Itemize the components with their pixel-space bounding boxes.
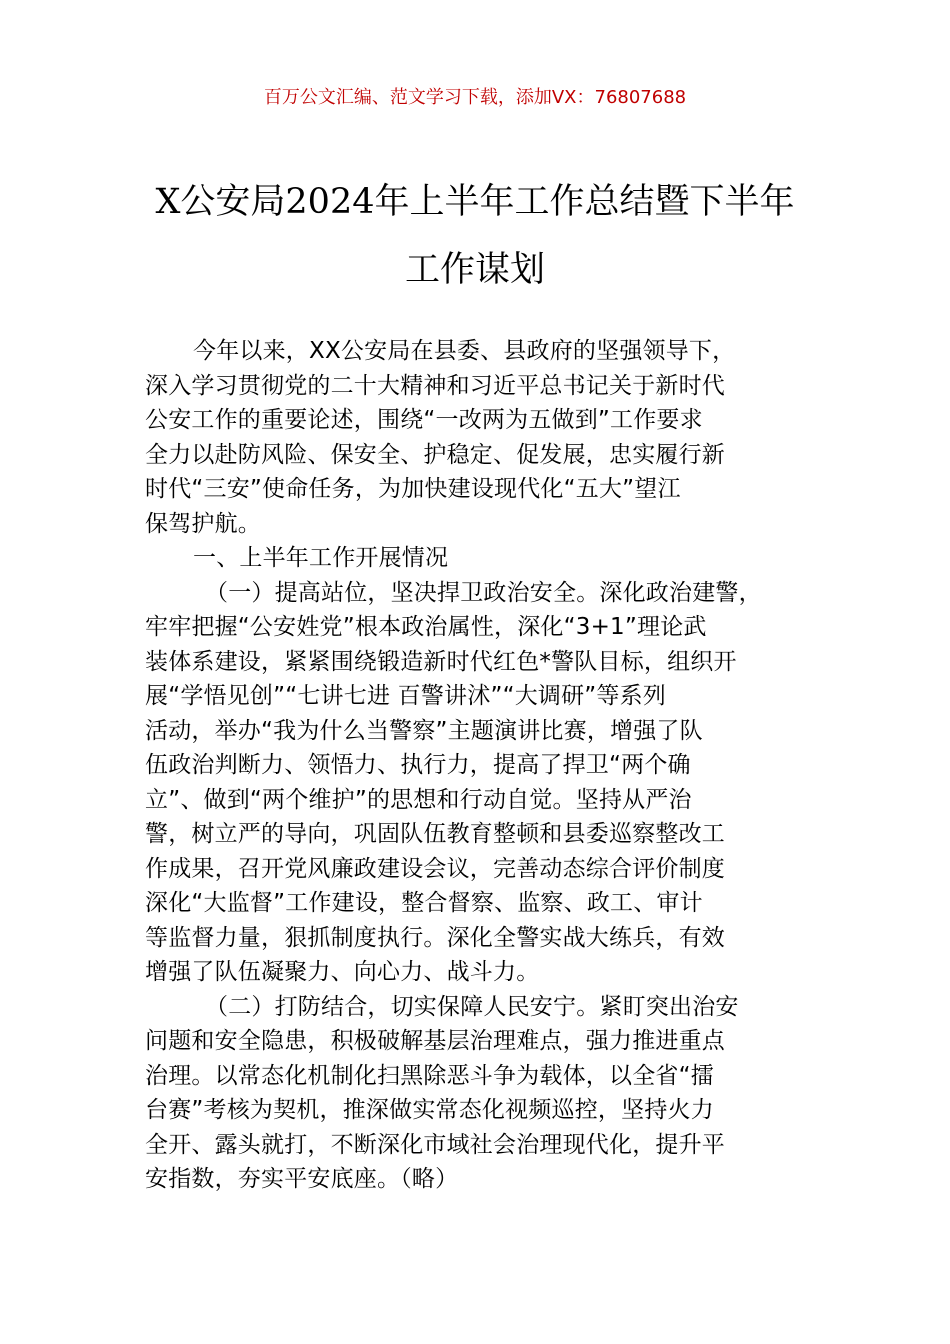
item2-line: 治理。以常态化机制化扫黑除恶斗争为载体，以全省“擂 [145,1062,714,1089]
document-title-line-2: 工作谋划 [404,250,545,290]
intro-line: 保驾护航。 [145,510,261,537]
item1-line: 伍政治判断力、领悟力、执行力，提高了捍卫“两个确 [145,752,691,778]
intro-line: 全力以赴防风险、保安全、护稳定、促发展，忠实履行新 [145,441,725,468]
item1-line: 警，树立严的导向，巩固队伍教育整顿和县委巡察整改工 [145,821,725,847]
document-title-line-1: X公安局2024年上半年工作总结暨下半年 [155,182,795,222]
intro-line: 深入学习贯彻党的二十大精神和习近平总书记关于新时代 [145,372,725,399]
item1-line: 增强了队伍凝聚力、向心力、战斗力。 [145,959,540,985]
intro-line: 时代“三安”使命任务，为加快建设现代化“五大”望江 [145,476,681,502]
item1-line: 立”、做到“两个维护”的思想和行动自觉。坚持从严治 [145,786,692,813]
item2-line: 问题和安全隐患，积极破解基层治理难点，强力推进重点 [145,1028,725,1054]
intro-line: 今年以来，XX公安局在县委、县政府的坚强领导下， [193,338,736,364]
item1-line: 展“学悟见创”“七讲七进 百警讲沭”“大调研”等系列 [145,683,667,709]
item2-line: 台赛”考核为契机，推深做实常态化视频巡控，坚持火力 [145,1097,714,1123]
intro-line: 公安工作的重要论述，围绕“一改两为五做到”工作要求 [145,407,703,433]
item2-line: 全开、露头就打，不断深化市域社会治理现代化，提升平 [145,1131,725,1158]
item1-line: 活动，举办“我为什么当警察”主题演讲比赛，增强了队 [145,717,703,744]
section-heading: 一、上半年工作开展情况 [193,545,449,571]
item1-line: 牢牢把握“公安姓党”根本政治属性，深化“3+1”理论武 [145,614,707,640]
item1-line: 等监督力量，狠抓制度执行。深化全警实战大练兵，有效 [145,924,725,951]
item1-line: （一）提高站位，坚决捍卫政治安全。深化政治建警， [205,579,762,606]
item1-line: 装体系建设，紧紧围绕锻造新时代红色*警队目标，组织开 [145,648,737,675]
item1-line: 作成果，召开党风廉政建设会议，完善动态综合评价制度 [145,855,725,882]
item2-line: 安指数，夯实平安底座。（略） [145,1166,459,1192]
header-note: 百万公文汇编、范文学习下载，添加VX：76807688 [263,87,687,108]
document-body [145,334,813,1197]
item1-line: 深化“大监督”工作建设，整合督察、监察、政工、审计 [145,890,703,916]
item2-line: （二）打防结合，切实保障人民安宁。紧盯突出治安 [205,993,739,1020]
